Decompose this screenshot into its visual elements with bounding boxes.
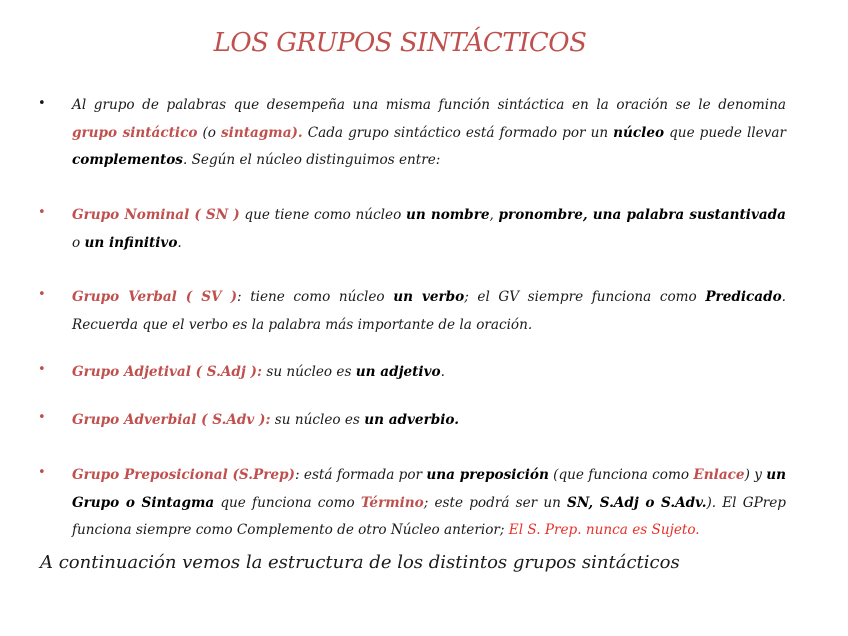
bullet-icon: •	[38, 362, 46, 377]
bullet-icon: •	[38, 205, 46, 220]
list-item-grupo-verbal: Grupo Verbal ( SV ): tiene como núcleo un verbo; el GV siempre funciona como Predicado. Recuerda que el verbo es la palabra más importante de la oración.	[72, 289, 786, 333]
bullet-icon: •	[38, 410, 46, 425]
term-grupo-sintactico: grupo sintáctico	[72, 124, 198, 141]
bullet-icon: •	[38, 465, 46, 480]
term-nucleo: núcleo	[613, 124, 665, 141]
bullet-icon: •	[38, 287, 46, 302]
bullet-icon: •	[38, 96, 46, 111]
footer-caption: A continuación vemos la estructura de los distintos grupos sintácticos	[40, 552, 680, 573]
term-sintagma: sintagma).	[221, 124, 303, 141]
list-item-grupo-adverbial: Grupo Adverbial ( S.Adv ): su núcleo es un adverbio.	[72, 412, 459, 428]
page-title: LOS GRUPOS SINTÁCTICOS	[213, 28, 587, 58]
list-item-grupo-preposicional: Grupo Preposicional (S.Prep): está formada por una preposición (que funciona como Enlace) y un Grupo o Sintagma que funciona como Término; este podrá ser un SN, S.Adj o S.Adv.). El GPrep funciona siempre como Complemento de otro Núcleo anterior; El S. Prep. nunca es Sujeto.	[72, 467, 786, 538]
warning-note: El S. Prep. nunca es Sujeto.	[508, 522, 700, 538]
term-complementos: complementos	[72, 152, 183, 168]
list-item-grupo-adjetival: Grupo Adjetival ( S.Adj ): su núcleo es un adjetivo.	[72, 364, 445, 380]
list-item-grupo-nominal: Grupo Nominal ( SN ) que tiene como núcleo un nombre, pronombre, una palabra sustantivada o un infinitivo.	[72, 207, 786, 251]
intro-paragraph: Al grupo de palabras que desempeña una misma función sintáctica en la oración se le denomina grupo sintáctico (o sintagma). Cada grupo sintáctico está formado por un núcleo que puede llevar complementos. Según el núcleo distinguimos entre:	[72, 97, 786, 168]
